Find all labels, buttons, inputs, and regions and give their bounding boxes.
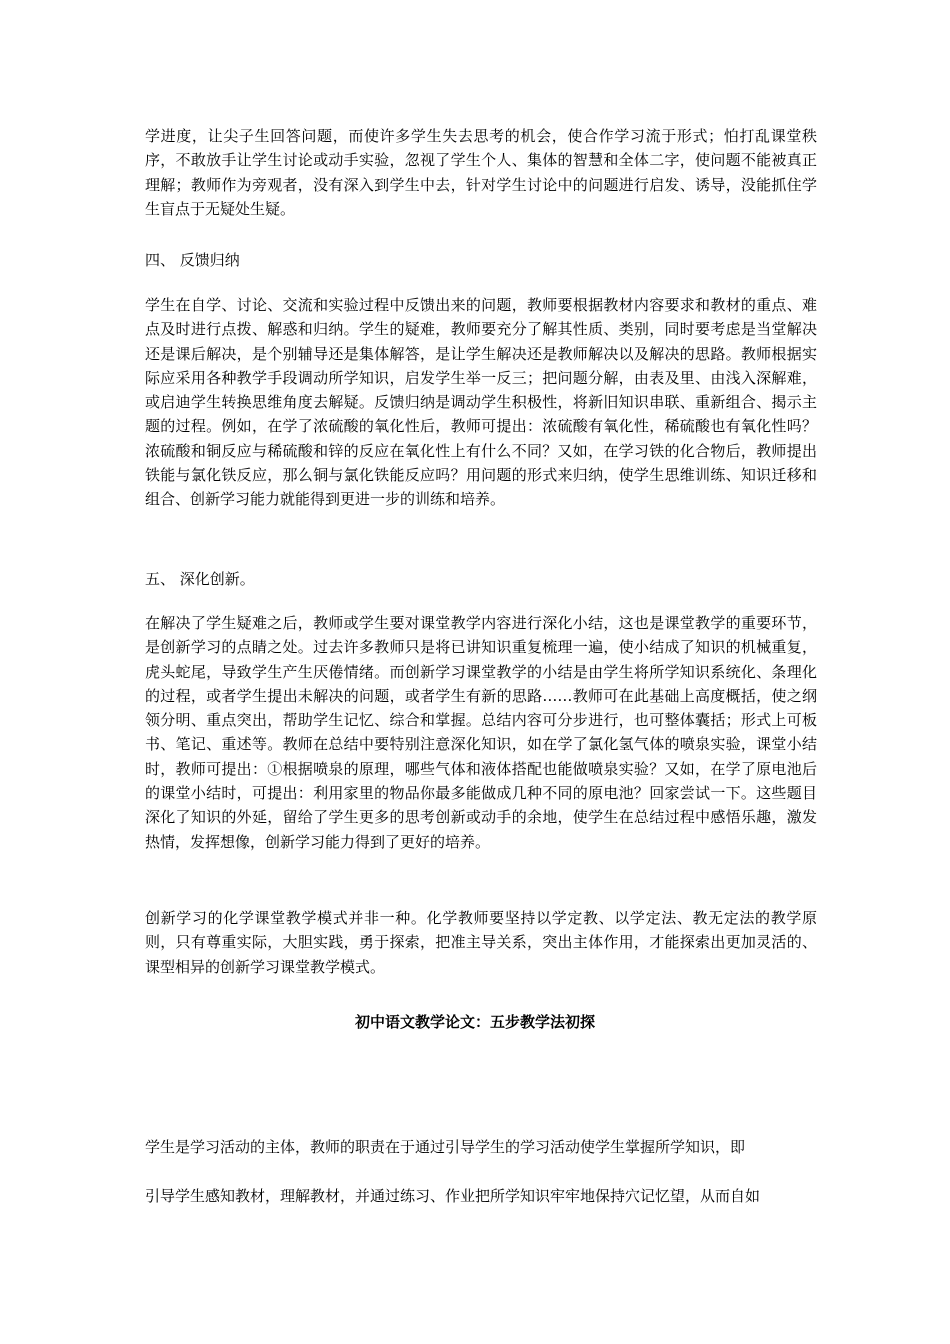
section-heading-deepen-innovate: 五、 深化创新。 <box>145 570 255 588</box>
paragraph-conclusion: 创新学习的化学课堂教学模式并非一种。化学教师要坚持以学定教、以学定法、教无定法的教学原则，只有尊重实际，大胆实践，勇于探索，把准主导关系，突出主体作用，才能探索出更加灵活的、课型相异的创新学习课堂教学模式。 <box>145 909 817 976</box>
article-title: 初中语文教学论文：五步教学法初探 <box>354 1013 595 1031</box>
body-line-1: 学生是学习活动的主体，教师的职责在于通过引导学生的学习活动使学生掌握所学知识，即 <box>145 1138 746 1156</box>
body-line-2: 引导学生感知教材，理解教材，并通过练习、作业把所学知识牢牢地保持穴记忆望，从而自如 <box>145 1187 761 1205</box>
paragraph-cooperative-learning-issues: 学进度，让尖子生回答问题，而使许多学生失去思考的机会，使合作学习流于形式；怕打乱课堂秩序，不敢放手让学生讨论或动手实验，忽视了学生个人、集体的智慧和全体二字，使问题不能被真正理解；教师作为旁观者，没有深入到学生中去，针对学生讨论中的问题进行启发、诱导，没能抓住学生盲点于无疑处生疑。 <box>145 127 817 218</box>
paragraph-feedback-summary: 学生在自学、讨论、交流和实验过程中反馈出来的问题，教师要根据教材内容要求和教材的重点、难点及时进行点拨、解惑和归纳。学生的疑难，教师要充分了解其性质、类别，同时要考虑是当堂解决还是课后解决，是个别辅导还是集体解答，是让学生解决还是教师解决以及解决的思路。教师根据实际应采用各种教学手段调动所学知识，启发学生举一反三；把问题分解，由表及里、由浅入深解难，或启迪学生转换思维角度去解疑。反馈归纳是调动学生积极性，将新旧知识串联、重新组合、揭示主题的过程。例如，在学了浓硫酸的氧化性后，教师可提出：浓硫酸有氧化性，稀硫酸也有氧化性吗？浓硫酸和铜反应与稀硫酸和锌的反应在氧化性上有什么不同？又如，在学习铁的化合物后，教师提出铁能与氯化铁反应，那么铜与氯化铁能反应吗？用问题的形式来归纳，使学生思维训练、知识迁移和组合、创新学习能力就能得到更进一步的训练和培养。 <box>145 296 817 509</box>
paragraph-deepen-innovate: 在解决了学生疑难之后，教师或学生要对课堂教学内容进行深化小结，这也是课堂教学的重要环节，是创新学习的点睛之处。过去许多教师只是将已讲知识重复梳理一遍，使小结成了知识的机械重复，虎头蛇尾，导致学生产生厌倦情绪。而创新学习课堂教学的小结是由学生将所学知识系统化、条理化的过程，或者学生提出未解决的问题，或者学生有新的思路……教师可在此基础上高度概括，使之纲领分明、重点突出，帮助学生记忆、综合和掌握。总结内容可分步进行，也可整体囊括；形式上可板书、笔记、重述等。教师在总结中要特别注意深化知识，如在学了氯化氢气体的喷泉实验，课堂小结时，教师可提出：①根据喷泉的原理，哪些气体和液体搭配也能做喷泉实验？又如，在学了原电池后的课堂小结时，可提出：利用家里的物品你最多能做成几种不同的原电池？回家尝试一下。这些题目深化了知识的外延，留给了学生更多的思考创新或动手的余地，使学生在总结过程中感悟乐趣，激发热情，发挥想像，创新学习能力得到了更好的培养。 <box>145 614 817 851</box>
section-heading-feedback-summary: 四、 反馈归纳 <box>145 251 240 269</box>
